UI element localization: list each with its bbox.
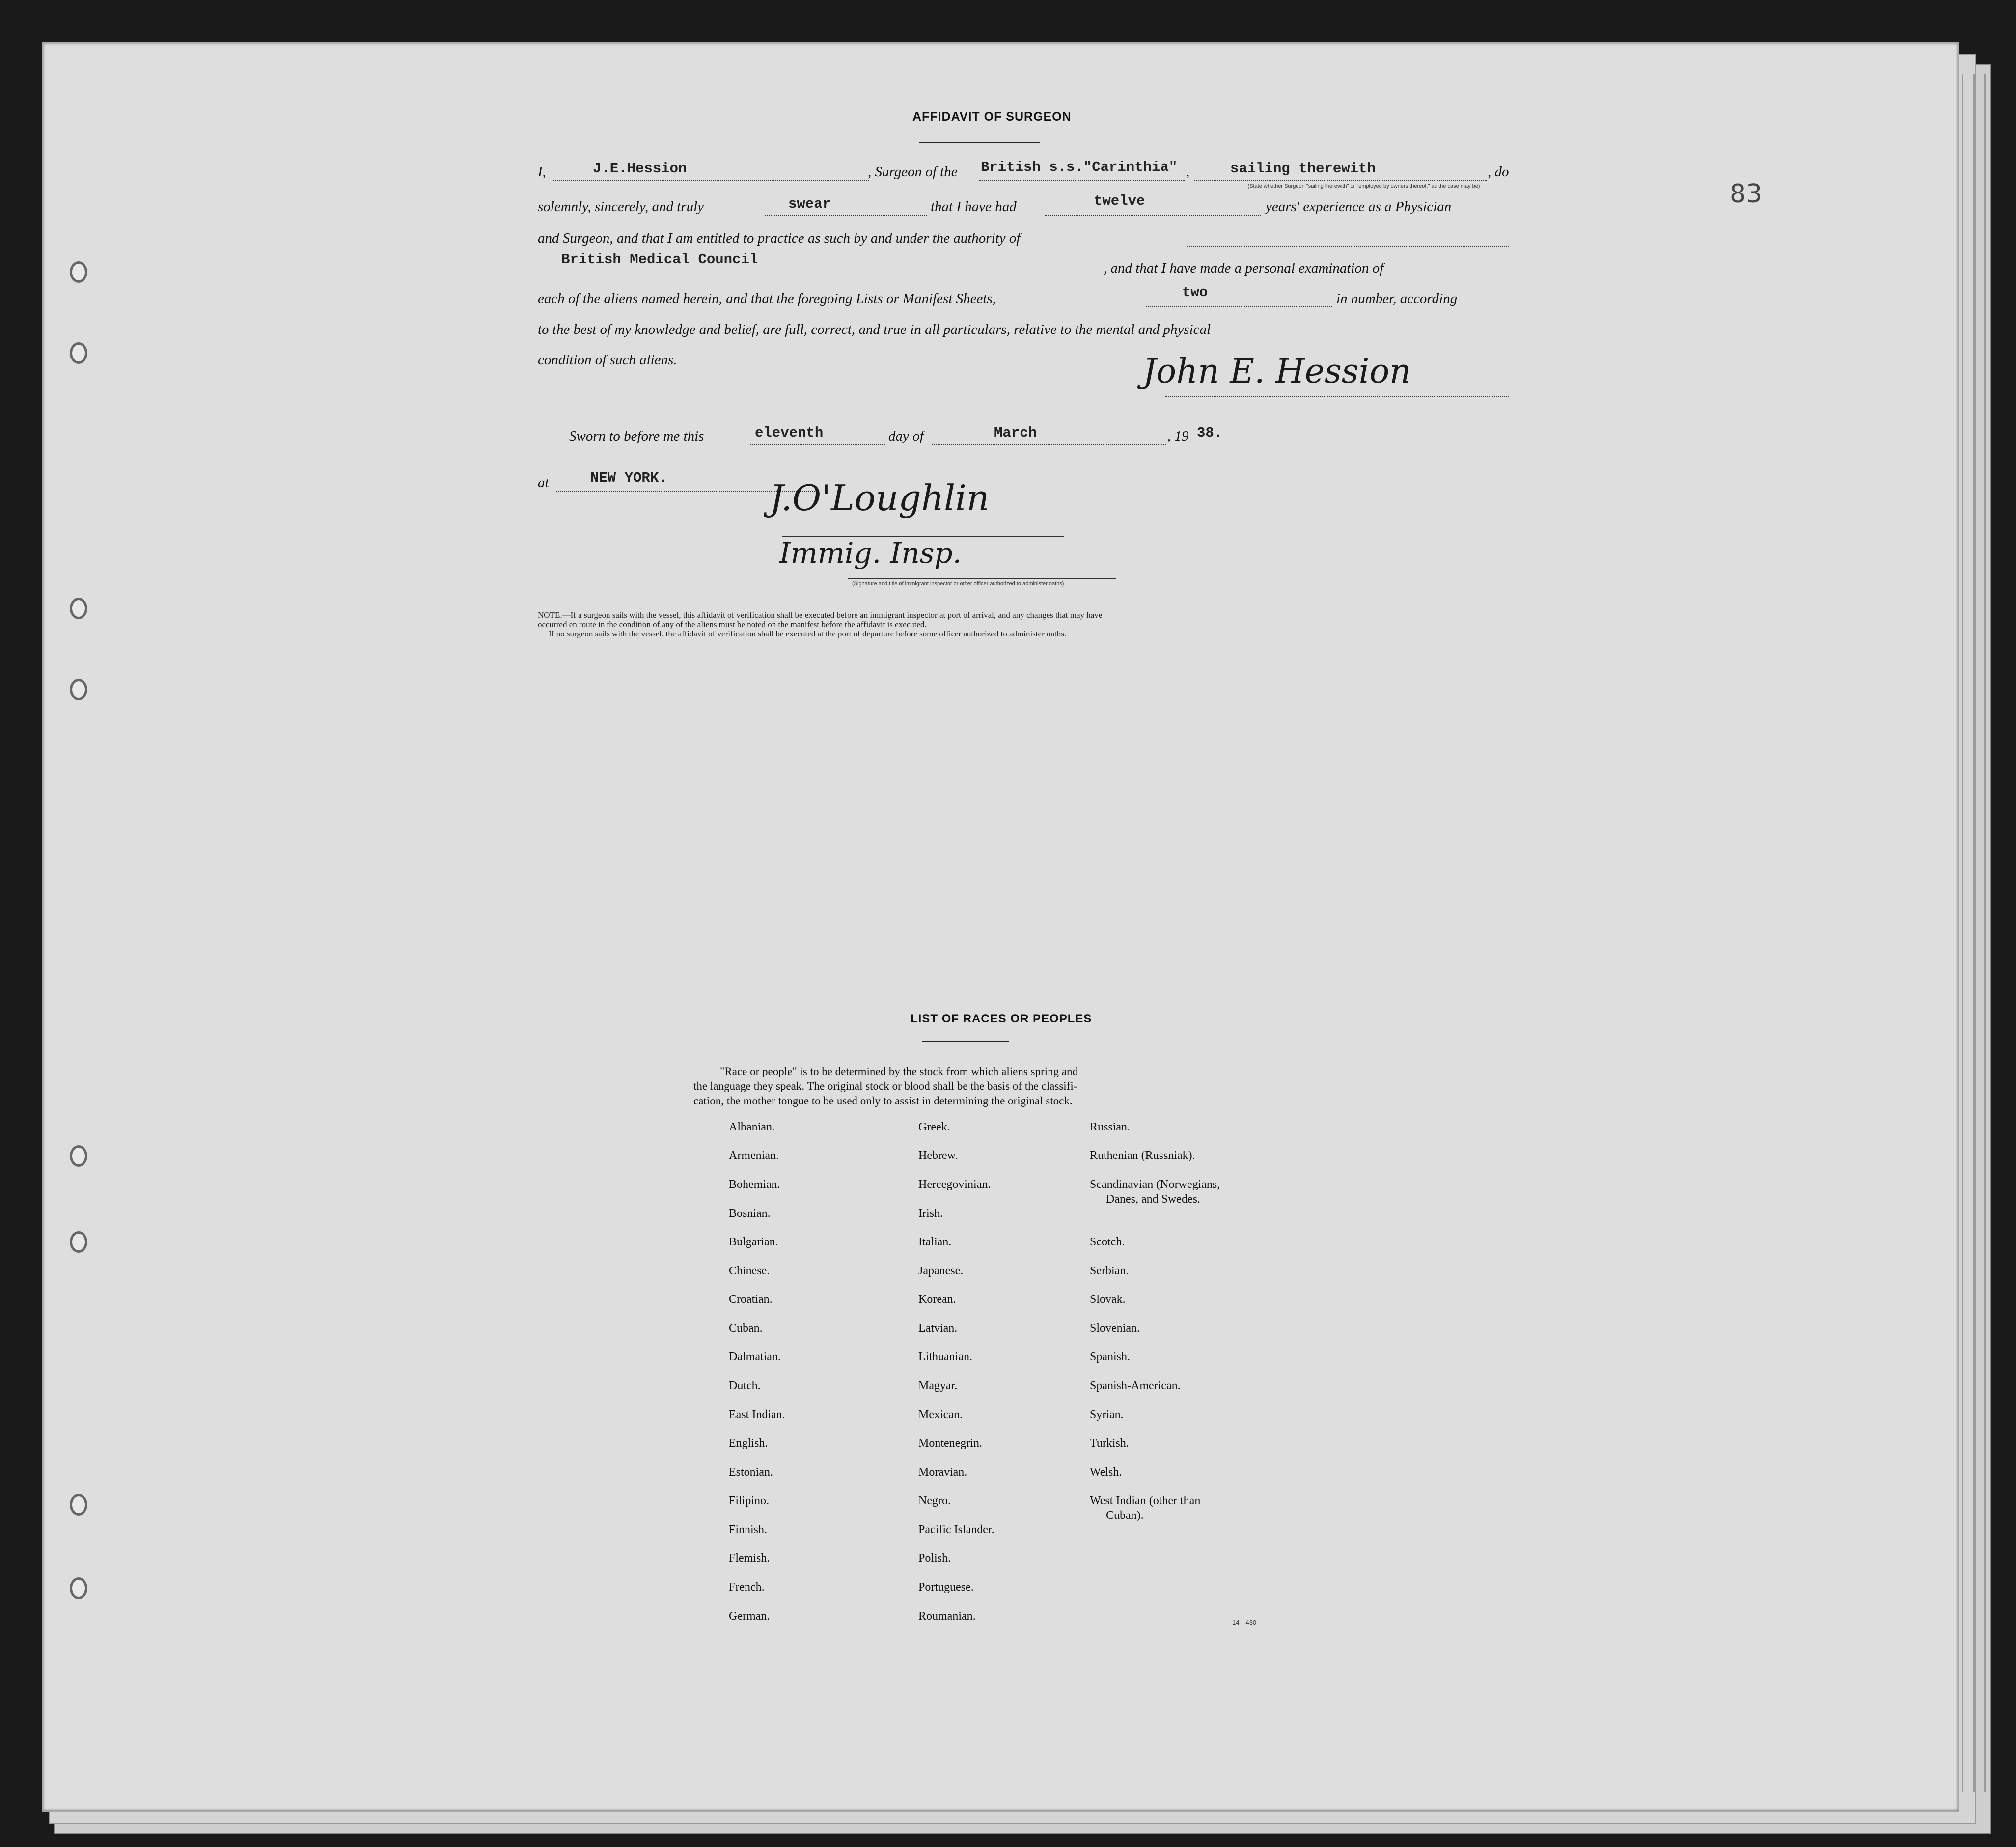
page-edge bbox=[1973, 74, 1975, 1792]
fill-line bbox=[979, 180, 1185, 181]
race-item: East Indian. bbox=[729, 1408, 785, 1421]
sworn-year-prefix: , 19 bbox=[1167, 428, 1189, 444]
race-item: West Indian (other than bbox=[1090, 1494, 1201, 1507]
line2-suffix: years' experience as a Physician bbox=[1266, 199, 1452, 215]
sworn-place: NEW YORK. bbox=[590, 470, 667, 486]
line1-surgeon-of: , Surgeon of the bbox=[868, 164, 958, 180]
ship-name: British s.s."Carinthia" bbox=[981, 159, 1178, 175]
binder-hole bbox=[70, 598, 87, 619]
line3-text: and Surgeon, and that I am entitled to practice as such by and under the authority of bbox=[538, 230, 1021, 246]
officer-caption: (Signature and title of immigrant inspector or other officer authorized to administer oaths) bbox=[852, 581, 1064, 587]
authority-name: British Medical Council bbox=[561, 251, 758, 268]
fill-line bbox=[750, 444, 885, 445]
race-item: Japanese. bbox=[918, 1265, 964, 1277]
race-item: Flemish. bbox=[729, 1552, 770, 1565]
races-intro bbox=[693, 1064, 1263, 1108]
race-item: Albanian. bbox=[729, 1121, 775, 1133]
races-intro-line: "Race or people" is to be determined by the stock from which aliens spring and bbox=[720, 1065, 1078, 1077]
race-item: Irish. bbox=[918, 1207, 943, 1220]
race-item: Polish. bbox=[918, 1552, 951, 1565]
line7-text: condition of such aliens. bbox=[538, 352, 677, 368]
line5-suffix: in number, according bbox=[1336, 291, 1458, 306]
race-item: Hercegovinian. bbox=[918, 1178, 991, 1191]
race-item: Bulgarian. bbox=[729, 1236, 778, 1248]
fill-line bbox=[1194, 180, 1487, 181]
line6-text: to the best of my knowledge and belief, are full, correct, and true in all particulars, relative to the mental and physical bbox=[538, 322, 1211, 337]
race-item: Negro. bbox=[918, 1494, 951, 1507]
line2-prefix: solemnly, sincerely, and truly bbox=[538, 199, 704, 215]
races-title: LIST OF RACES OR PEOPLES bbox=[911, 1012, 1092, 1025]
document-page bbox=[42, 42, 1959, 1812]
fill-line bbox=[765, 215, 927, 216]
at-label: at bbox=[538, 475, 549, 491]
race-item: Armenian. bbox=[729, 1149, 779, 1162]
race-item: Slovak. bbox=[1090, 1293, 1126, 1306]
page-edge bbox=[1962, 74, 1963, 1792]
race-item: Serbian. bbox=[1090, 1265, 1129, 1277]
oath-word: swear bbox=[788, 196, 831, 212]
race-item: Croatian. bbox=[729, 1293, 773, 1306]
race-item: Cuban). bbox=[1106, 1509, 1144, 1522]
race-item: Montenegrin. bbox=[918, 1437, 982, 1450]
title-rule bbox=[922, 1041, 1009, 1042]
signature-line bbox=[848, 578, 1116, 579]
race-item: German. bbox=[729, 1610, 770, 1623]
race-item: Latvian. bbox=[918, 1322, 958, 1335]
sworn-day: eleventh bbox=[755, 425, 824, 441]
race-item: French. bbox=[729, 1581, 765, 1594]
race-item: Cuban. bbox=[729, 1322, 763, 1335]
signature-line bbox=[1165, 396, 1509, 397]
race-item: Danes, and Swedes. bbox=[1106, 1193, 1200, 1206]
surgeon-signature: John E. Hession bbox=[1143, 352, 1411, 391]
sailing-caption: (State whether Surgeon "sailing therewith" or "employed by owners thereof," as the case may be) bbox=[1247, 183, 1480, 189]
binder-hole bbox=[70, 1231, 87, 1253]
sworn-year: 38. bbox=[1197, 425, 1223, 441]
officer-title: Immig. Insp. bbox=[779, 536, 962, 570]
years-experience: twelve bbox=[1094, 193, 1145, 209]
line1-i: I, bbox=[538, 164, 546, 180]
race-item: Mexican. bbox=[918, 1408, 963, 1421]
race-item: Dutch. bbox=[729, 1379, 761, 1392]
fill-line bbox=[1146, 306, 1332, 307]
race-item: Scandinavian (Norwegians, bbox=[1090, 1178, 1220, 1191]
fill-line bbox=[553, 180, 869, 181]
sworn-day-of: day of bbox=[888, 428, 924, 444]
note-line-3: If no surgeon sails with the vessel, the affidavit of verification shall be executed at the port of departure before some officer authorized to administer oaths. bbox=[549, 629, 1067, 638]
binder-hole bbox=[70, 1577, 87, 1599]
binder-hole bbox=[70, 679, 87, 700]
line1-comma: , bbox=[1186, 164, 1190, 180]
race-item: Estonian. bbox=[729, 1466, 773, 1479]
race-item: Dalmatian. bbox=[729, 1351, 781, 1363]
line1-do: , do bbox=[1488, 164, 1509, 180]
binder-hole bbox=[70, 342, 87, 364]
sworn-prefix: Sworn to before me this bbox=[569, 428, 704, 444]
binder-hole bbox=[70, 1145, 87, 1167]
page-number: 83 bbox=[1730, 179, 1763, 209]
form-number: 14—430 bbox=[1232, 1619, 1257, 1626]
races-intro-line: the language they speak. The original stock or blood shall be the basis of the classifi- bbox=[693, 1079, 1077, 1092]
race-item: Russian. bbox=[1090, 1121, 1131, 1133]
officer-signature: J.O'Loughlin bbox=[770, 477, 990, 519]
race-item: Welsh. bbox=[1090, 1466, 1122, 1479]
sworn-month: March bbox=[994, 425, 1037, 441]
note-line-2: occurred en route in the condition of any of the aliens must be noted on the manifest before the affidavit is executed. bbox=[538, 620, 927, 629]
line4-suffix: , and that I have made a personal examination of bbox=[1104, 260, 1384, 276]
race-item: Roumanian. bbox=[918, 1610, 976, 1623]
page-edge bbox=[1984, 74, 1986, 1792]
race-item: Syrian. bbox=[1090, 1408, 1124, 1421]
fill-line bbox=[932, 444, 1166, 445]
race-item: Finnish. bbox=[729, 1523, 768, 1536]
race-item: Spanish-American. bbox=[1090, 1379, 1181, 1392]
race-item: Filipino. bbox=[729, 1494, 770, 1507]
race-item: Ruthenian (Russniak). bbox=[1090, 1149, 1195, 1162]
races-intro-line: cation, the mother tongue to be used only to assist in determining the original stock. bbox=[693, 1094, 1073, 1107]
note-line-1: NOTE.—If a surgeon sails with the vessel, this affidavit of verification shall be executed before an immigrant inspector at port of arrival, and any changes that may have bbox=[538, 610, 1103, 620]
sailing-status: sailing therewith bbox=[1230, 161, 1376, 177]
race-item: Turkish. bbox=[1090, 1437, 1129, 1450]
race-item: Spanish. bbox=[1090, 1351, 1131, 1363]
race-item: Pacific Islander. bbox=[918, 1523, 994, 1536]
race-item: Italian. bbox=[918, 1236, 952, 1248]
affidavit-title: AFFIDAVIT OF SURGEON bbox=[912, 110, 1072, 124]
race-item: Bosnian. bbox=[729, 1207, 771, 1220]
race-item: Scotch. bbox=[1090, 1236, 1125, 1248]
race-item: English. bbox=[729, 1437, 768, 1450]
binder-hole bbox=[70, 261, 87, 283]
race-item: Lithuanian. bbox=[918, 1351, 972, 1363]
sheet-count: two bbox=[1182, 284, 1208, 301]
binder-hole bbox=[70, 1494, 87, 1516]
race-item: Slovenian. bbox=[1090, 1322, 1140, 1335]
fill-line bbox=[1187, 246, 1509, 247]
race-item: Korean. bbox=[918, 1293, 956, 1306]
race-item: Portuguese. bbox=[918, 1581, 974, 1594]
fill-line bbox=[1045, 215, 1261, 216]
line5-prefix: each of the aliens named herein, and that the foregoing Lists or Manifest Sheets, bbox=[538, 291, 996, 306]
line2-middle: that I have had bbox=[931, 199, 1017, 215]
race-item: Magyar. bbox=[918, 1379, 958, 1392]
race-item: Hebrew. bbox=[918, 1149, 958, 1162]
race-item: Bohemian. bbox=[729, 1178, 780, 1191]
title-rule bbox=[919, 142, 1040, 143]
race-item: Moravian. bbox=[918, 1466, 967, 1479]
race-item: Chinese. bbox=[729, 1265, 770, 1277]
race-item: Greek. bbox=[918, 1121, 950, 1133]
surgeon-name: J.E.Hession bbox=[593, 161, 687, 177]
